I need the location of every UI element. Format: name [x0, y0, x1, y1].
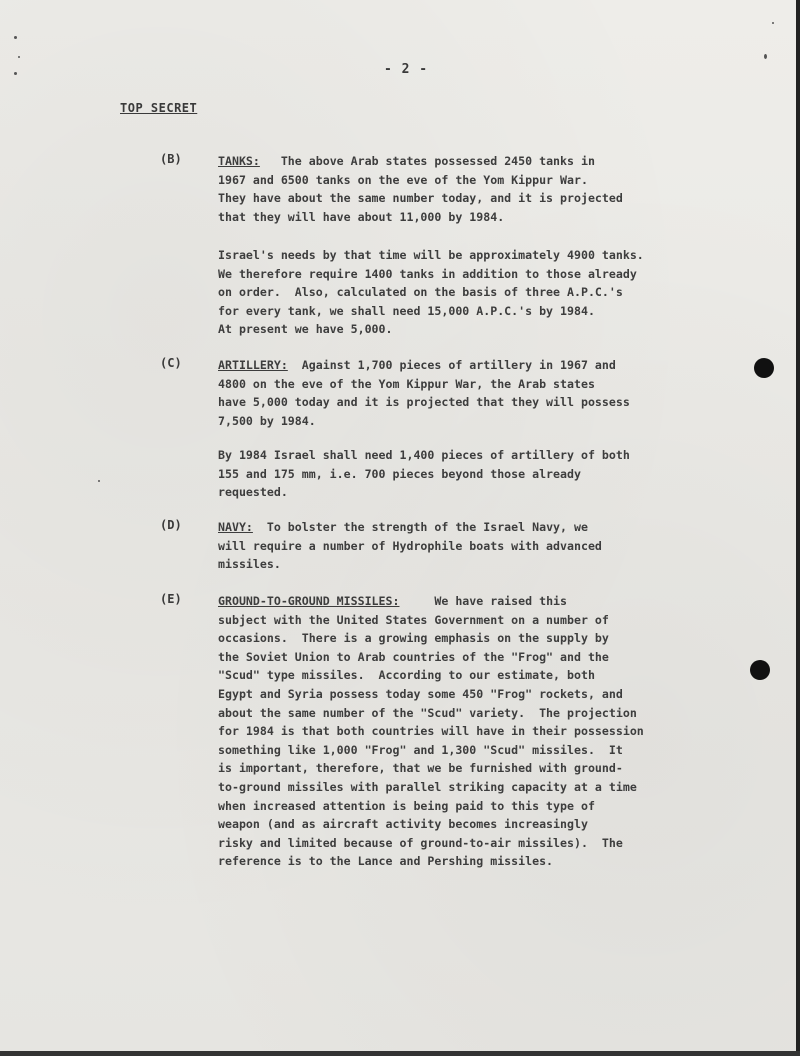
page-number: - 2 -	[384, 62, 429, 77]
section-paragraph: NAVY: To bolster the strength of the Israel Navy, we will require a number of Hydrophile boats with advanced missiles.	[218, 520, 602, 572]
scan-speck	[98, 480, 100, 482]
section-paragraph: GROUND-TO-GROUND MISSILES: We have raised this subject with the United States Government on a number of occasions. There is a growing emphasis on the supply by the Soviet Union to Arab countries of the "Frog" and the "Scud" type missiles. According to our estimate, both Egypt and Syria possess today some 450 "Frog" rockets, and about the same number of the "Scud" variety. The projection for 1984 is that both countries will have in their possession something like 1,000 "Frog" and 1,300 "Scud" missiles. It is important, therefore, that we be furnished with ground- to-ground missiles with parallel striking capacity at a time when increased attention is being paid to this type of weapon (and as aircraft activity becomes increasingly risky and limited because of ground-to-air missiles). The reference is to the Lance and Pershing missiles.	[218, 594, 644, 869]
section-heading: TANKS:	[218, 154, 260, 168]
punch-hole	[754, 358, 774, 378]
section-label: (E)	[160, 592, 182, 606]
section-paragraph: Israel's needs by that time will be approximately 4900 tanks. We therefore require 1400 tanks in addition to those already on order. Also, calculated on the basis of three A.P.C.'s for every tank, we shall need 15,000 A.P.C.'s by 1984. At present we have 5,000.	[218, 248, 644, 337]
punch-hole	[750, 660, 770, 680]
scan-speck	[764, 54, 767, 59]
scan-speck	[772, 22, 774, 24]
section-paragraph: TANKS: The above Arab states possessed 2450 tanks in 1967 and 6500 tanks on the eve of the Yom Kippur War. They have about the same number today, and it is projected that they will have about 11,000 by 1984.	[218, 154, 623, 224]
scan-speck	[18, 56, 20, 58]
section-heading: ARTILLERY:	[218, 358, 288, 372]
scan-edge	[0, 1051, 800, 1056]
section-paragraph: By 1984 Israel shall need 1,400 pieces of artillery of both 155 and 175 mm, i.e. 700 pieces beyond those already requested.	[218, 448, 630, 500]
section-label: (C)	[160, 356, 182, 370]
section-heading: GROUND-TO-GROUND MISSILES:	[218, 594, 400, 608]
section-heading: NAVY:	[218, 520, 253, 534]
section-label: (B)	[160, 152, 182, 166]
classification-marking: TOP SECRET	[120, 101, 198, 115]
scan-speck	[14, 36, 17, 39]
section-label: (D)	[160, 518, 182, 532]
section-paragraph: ARTILLERY: Against 1,700 pieces of artillery in 1967 and 4800 on the eve of the Yom Kippur War, the Arab states have 5,000 today and it is projected that they will possess 7,500 by 1984.	[218, 358, 630, 428]
scan-speck	[14, 72, 17, 75]
scan-edge	[796, 0, 800, 1056]
